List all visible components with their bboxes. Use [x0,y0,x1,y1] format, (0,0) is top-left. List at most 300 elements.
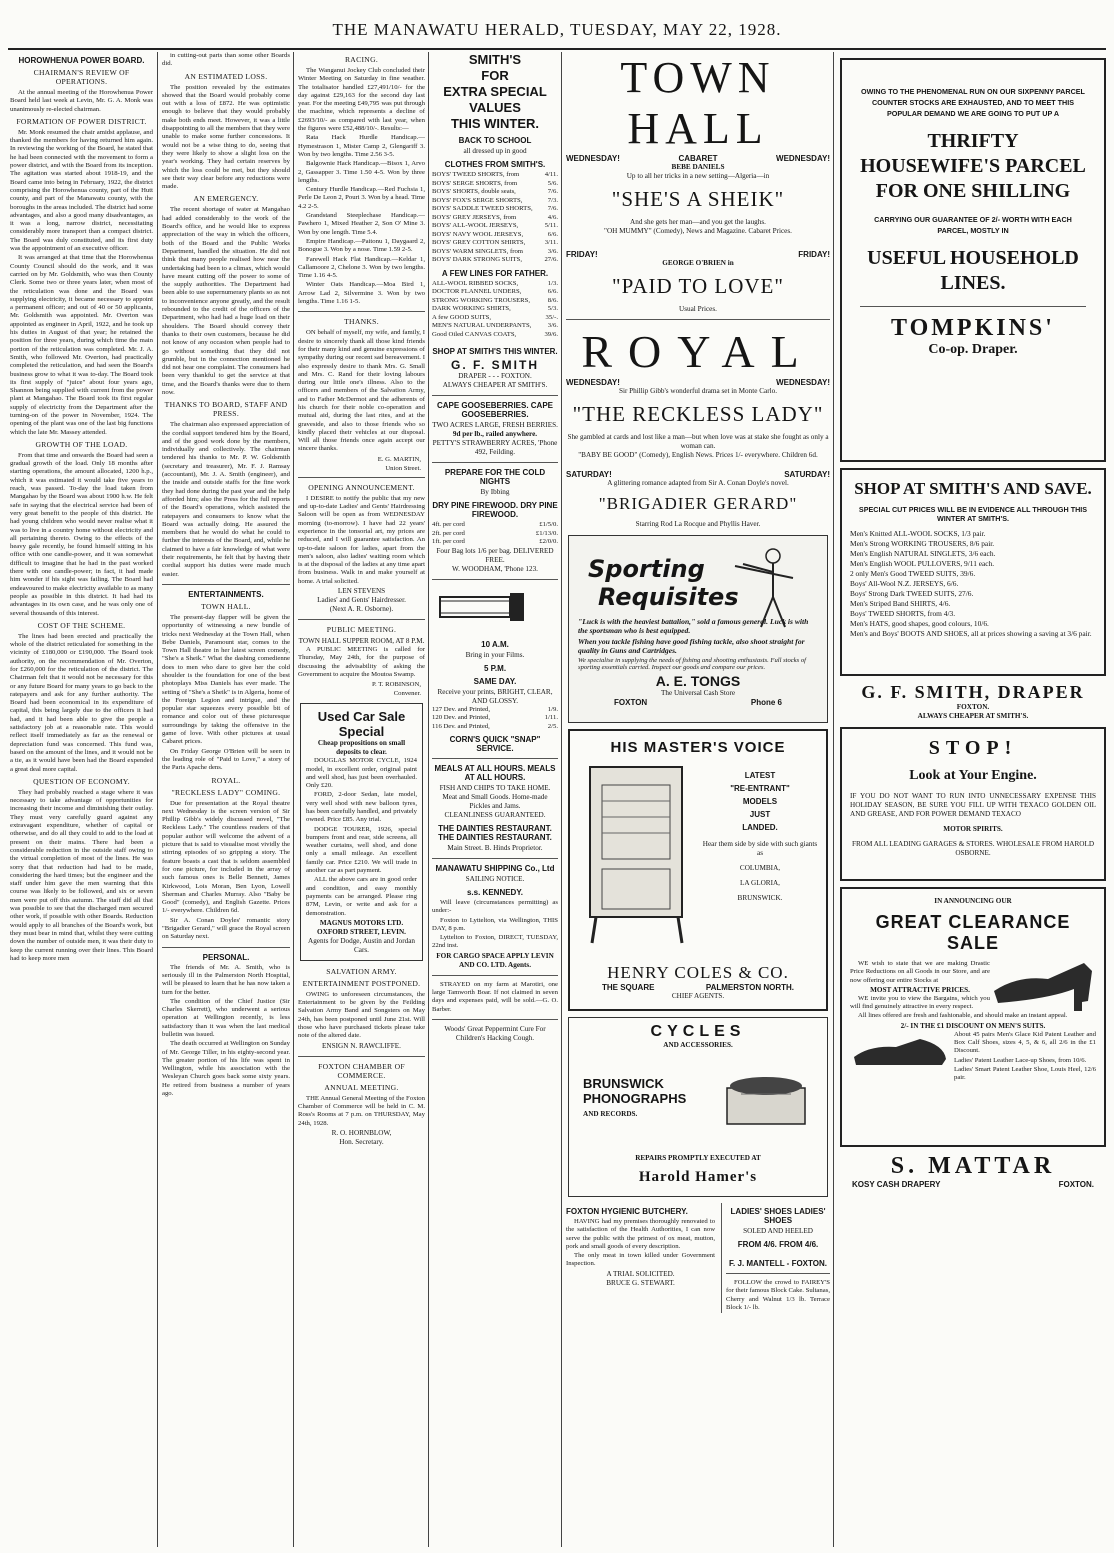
ad-text: 9d per lb., railed anywhere. [452,430,538,438]
item-price: 7/6. [547,188,558,195]
day-label: WEDNESDAY! [566,378,620,387]
ad-text: PETTY'S STRAWBERRY ACRES, 'Phone 492, Feilding. [432,439,558,456]
column-3 [298,52,425,1549]
ad-address [578,983,818,992]
day-label: FRIDAY! [798,250,830,259]
column-6 [838,52,1108,1549]
ad-text: The Universal Cash Store [660,689,736,697]
day-row [566,250,830,259]
item-name: BOYS' TWEED SHORTS, from [432,171,520,178]
ad-text: PALMERSTON NORTH. [705,983,794,992]
article-paragraph: They had probably reached a stage where it was necessary to take advantage of opportunities for increasing their income and diminishing their outlay. They must very carefully guard against any extravagant expenditure, whether of capital or otherwise, and do all they could to add to the load at present on their mains. There had been a considerable reduction in the outside staff owing to the virtual completion of most of the lines. He was sorry that that reduction had had to be made, considering the hard times; but the engineer and the staff under him gave the men warning that this course was likely to be followed, and six or seven men were put off this autumn. The staff did all that was possible to see that the discharged men secured other work, if possible with other Boards. Reduction would apply to all branches of the Board's work, but they must bear in mind that, whilst they were cutting down the number of outside men, it was their duty to keep the current running over their lines. This Board had to keep more men [10,788,153,962]
item-name: BOYS' GREY JERSEYS, from [432,213,517,221]
item-price: 4/11. [544,171,558,178]
item-price: 8/6. [547,296,558,304]
ad-company: G. F. SMITH, DRAPER [861,682,1085,702]
item-price: 7/3. [547,196,558,204]
used-car-ad [300,703,423,961]
film-blurb: "BABY BE GOOD" (Comedy), English News. Prices 1/- everywhere. Children 6d. [578,451,818,459]
ad-heading: GREAT CLEARANCE SALE [875,912,1071,953]
ad-text: DODGE TOURER, 1926, special bumpers front and rear, side screens, all weather curtains, well shod, and done only a small mileage. An excellent family car. Price £210. We will trade in another car as part payment. [306,825,417,875]
ad-text: IN ANNOUNCING OUR [934,897,1012,905]
hmv-text-block [700,767,820,903]
divider [432,395,558,396]
ad-text: When you tackle fishing have good fishing tackle, also shoot straight for quality in Guns and Cartridges. [578,637,805,655]
ad-text: By Ibbing [480,488,510,496]
divider [432,858,558,859]
ad-heading: A FEW LINES FOR FATHER. [441,268,549,278]
ad-text: KOSY CASH DRAPERY [852,1180,941,1189]
day-label: WEDNESDAY! [776,378,830,387]
masthead-title: THE MANAWATU HERALD, TUESDAY, MAY 22, 1928. [332,20,782,39]
mens-shoe-icon [850,1031,950,1071]
ad-heading: CAPE GOOSEBERRIES. CAPE GOOSEBERRIES. [436,401,554,419]
ad-text: W. WOODHAM, 'Phone 123. [452,564,538,573]
price-row [432,530,558,539]
smiths-save-ad [840,468,1106,676]
ad-text: FOLLOW the crowd to FAIREY'S for their famous Block Cake. Sultanas, Cherry and Walnut 1/3 lb. Terrace Block 1/- lb. [726,1279,830,1311]
item-price: 1/3. [547,279,558,287]
item-price: 1/9. [547,705,558,713]
notice-heading: ENTERTAINMENT POSTPONED. [302,978,421,988]
article-subheading: TOWN HALL. [201,601,251,611]
list-item: Men's Strong WORKING TROUSERS, 8/6 pair. [850,539,995,548]
article-paragraph: in cutting-out parts than some other Boards did. [162,52,290,68]
ad-title: HIS MASTER'S VOICE [610,739,786,756]
race-result: Farewell Hack Flat Handicap.—Keldar 1, Callamoore 2, Chelone 3. Won by two lengths. Time 1.16 4-5. [298,255,425,280]
ad-text: Four Bag lots 1/6 per bag. DELIVERED FREE. [436,546,554,564]
divider [566,319,830,320]
clearance-sale-ad [840,887,1106,1147]
price-list [432,521,558,547]
divider [298,477,425,478]
price-list [432,280,558,340]
ad-company: Harold Hamer's [638,1169,758,1185]
film-blurb: A glittering romance adapted from Sir A. Conan Doyle's novel. [607,479,789,487]
article-paragraph: From that time and onwards the Board had seen a gradual growth of the load. Only 18 months after starting operations, the amount allocated, 1200 h.p., which it was estimated it would take five years to reach, was passed. To-day the load taken from Mangahao by the Board was about 1900 h.w. He felt safe in saying that the electrical service had been of very great benefit to the people of this district. He had young children who would never realise what it was to live in a country home without electricity and all pertaining thereto. Owing to the effects of the heavy gale recently, he found himself sitting in his office with one candle-power, and it was somewhat difficult to imagine that he had in the past worked there with one candle-power; in fact, it had made him wonder if his sight was failing. The Board had endeavoured to make electricity available to as many people as possible in this district. It had had its advantages in its own case, and he was only one of several thousands of this interest. [10,451,153,617]
ad-heading: s.s. KENNEDY. [466,888,524,897]
price-row [432,280,558,289]
ad-company: MAGNUS MOTORS LTD. OXFORD STREET, LEVIN. [317,918,406,936]
town-hall-title: TOWN HALL [620,53,776,153]
article-paragraph: The Wanganui Jockey Club concluded their Winter Meeting on Saturday in fine weather. The totalisator handled £27,491/10/- for the day against £29,163 for the second day last year. For the meeting £49,795 was put through the machine, which represents a decline of £2693/10/- as compared with last year, when the figures were £52,488/10/-. Results:— [298,67,425,133]
ad-heading: LADIES' SHOES LADIES' SHOES [730,1207,826,1225]
ad-text: ALWAYS CHEAPER AT SMITH'S. [917,712,1029,720]
article-paragraph: The present-day flapper will be given the opportunity of witnessing a new bundle of tricks next Wednesday at the Town Hall, when Bebe Daniels, Paramount star, comes to the Town Hall theatre in her latest screen comedy, "She's a Sheik." What the dashing comedienne does to men who dare to give her the cold shoulder is the foundation for one of the best photoplays Miss Daniels has ever made. The setting of "She's a Sheik" is in Algeria, home of the Foreign Legion and intrigue, and the popular star squeezes every possible bit of romance and color out of these picturesque surroundings by taking the offensive in the game of love. With other pictures at usual Cabaret prices. [162,613,290,746]
tompkins-ad [840,58,1106,462]
notice-venue: TOWN HALL SUPPER ROOM, AT 8 P.M. [298,637,425,646]
ad-text: WE wish to state that we are making Drastic Price Reductions on all Goods in our Store, and are now offering our entire Stocks at [850,960,990,984]
sporting-title: Sporting [588,555,705,583]
ad-heading: SAME DAY. [473,676,517,686]
ad-title: Special [338,724,385,740]
smith-ad-title [432,52,558,132]
article-paragraph: The lines had been erected and practically the whole of the district reticulated for something in the vicinity of £180,000 or £190,000. The Board took authority, on the recommendation of Mr. Overton, for £260,000 for the reticulation of the district. The Chairman felt that it would not be necessary for this or any future Board for many years to go back to the ratepayers and ask for any further authority. The Board had been economical in its expenditure of capital, this being largely due to the officers it had had, and it had been able to give the people a satisfactory job at a reasonable rate. This would reflect itself immediately as far as the renewal or depreciation fund was concerned. This fund was, based on the amount of the lines, and it would not be a tie, as it would have been had the Board expended a great deal more capital. [10,632,153,773]
ad-heading: MODELS [742,797,778,806]
ad-text: FOXTON. [1058,1180,1094,1189]
film-title: "SHE'S A SHEIK" [611,187,785,211]
article-subheading: QUESTION OF ECONOMY. [33,776,130,786]
column-2 [162,52,290,1549]
section-heading: PERSONAL. [202,952,250,962]
price-row [432,256,558,265]
race-result: Grandstand Steeplechase Handicap.—Pawhero 1, Mixed Heather 2, Son O' Mine 3. Won by one length. Time 5.4. [298,212,425,236]
sporting-title: Requisites [598,583,739,611]
item-name: BOYS' SADDLE TWEED SHORTS, [432,205,533,212]
cycles-ad [568,1017,828,1197]
column-divider [157,52,158,1547]
article-paragraph: Sir A. Conan Doyles' romantic story "Brigadier Gerard," will grace the Royal screen on Saturday next. [162,916,290,941]
article-subheading: GROWTH OF THE LOAD. [35,439,128,449]
ad-text: REPAIRS PROMPTLY EXECUTED AT [635,1154,761,1162]
ad-text: BRUCE G. STEWART. [606,1278,675,1287]
ad-text: "Luck is with the heaviest battalion," sold a famous general. Luck is with the sportsman who is best equipped. [578,617,809,635]
film-title: "BRIGADIER GERARD" [598,494,798,513]
ad-company: TOMPKINS' [891,315,1055,341]
race-result: Century Hurdle Handicap.—Red Fuchsia 1, Perle De Leon 2, Pouri 3. Won by a head. Time 4.2 2-5. [298,186,425,210]
ad-text: Hear them side by side with such giants as [702,840,818,857]
star-name: GEORGE O'BRIEN in [662,259,734,267]
shoe-offers [850,1031,1096,1084]
item-price: 4/6. [547,213,558,221]
article-heading: HOROWHENUA POWER BOARD. [18,56,145,65]
film-blurb: Up to all her tricks in a new setting—Algeria—in [626,172,770,180]
ad-text: AND RECORDS. [583,1110,638,1118]
ad-heading: BACK TO SCHOOL [458,136,532,145]
ad-text: 2/- IN THE £1 DISCOUNT ON MEN'S SUITS. [900,1021,1046,1030]
sporting-requisites-ad [568,535,828,723]
film-title: "PAID TO LOVE" [612,274,784,298]
list-item: Men's English NATURAL SINGLETS, 3/6 each. [850,549,996,558]
divider [432,579,558,580]
signature-title: Convener. [393,690,421,698]
price-row [432,180,558,189]
ad-company: G. F. SMITH [451,358,539,372]
smith-title-line: FOR [481,68,509,83]
masthead [0,20,1114,50]
signature: R. O. HORNBLOW, [331,1128,392,1137]
phonograph-icon [721,1064,811,1128]
item-name: BOYS' ALL-WOOL JERSEYS, [432,222,519,229]
item-name: STRONG WORKING TROUSERS, [432,296,531,304]
notice-heading: OPENING ANNOUNCEMENT. [308,482,415,492]
item-name: A few GOOD SUITS, [432,313,492,321]
ad-heading: MANAWATU SHIPPING Co., Ltd [435,864,555,873]
price-row [432,297,558,306]
article-paragraph: The recent shortage of water at Mangahao had added considerably to the work of the Board's office, and he would like to express appreciation of the way in which the officers, both of the Board and the Public Works Department, handled the situation. He did not think that many people realised how near the undertaking had been to a climax, which would have meant cutting off the power to some of the supply authorities. The Department had been able to use supernumerary plants so as not to inconvenience anyone greatly, and the result rebounded to the credit of the officers of the Department, who had had a huge load on their shoulders. The Board should convey their thanks to their own customers, because he did not know of any occasion when people had to go without something that they did not grumble, but in the connection mentioned he did not hear one complaint. The consumers had been very thankful to get the service at that time, and the Board's thanks were due to them now. [162,206,290,396]
ad-title: CYCLES [650,1023,746,1040]
item-price: 3/11. [544,239,558,246]
ad-heading: JUST [749,810,771,819]
item-price: £2/0/0. [539,538,558,545]
item-name: 4ft. per cord [432,521,465,528]
ad-text: FOXTON [614,698,648,707]
column-divider [293,52,294,1547]
ad-heading: THRIFTY HOUSEWIFE'S PARCEL FOR ONE SHILLING [860,130,1086,202]
price-row [432,248,558,257]
article-paragraph: At the annual meeting of the Horowhenua Power Board held last week at Levin, Mr. G. A. Monk was unanimously re-elected chairman. [10,89,153,113]
ad-heading: FOXTON HYGIENIC BUTCHERY. [566,1207,688,1216]
price-row [432,231,558,240]
price-row [432,322,558,331]
ad-text: LA GLORIA, [740,879,780,887]
ad-heading: PHONOGRAPHS [583,1091,687,1106]
ad-text: Phone 6 [750,698,782,707]
price-row [432,197,558,206]
ad-company: S. MATTAR [890,1153,1056,1179]
ad-text: Ladies' Smart Patent Leather Shoe, Louis Heel, 12/6 pair. [954,1065,1096,1082]
divider [432,1019,558,1020]
column-divider [428,52,429,1547]
hmv-footer [578,963,818,1001]
column-divider [833,52,834,1547]
list-item: 2 only Men's Good TWEED SUITS, 39/6. [850,569,976,578]
ad-heading: "RE-ENTRANT" [730,784,790,793]
ad-text: all dressed up in good [463,147,527,155]
ad-text: Lyttelton to Foxton, DIRECT, TUESDAY, 22nd inst. [432,934,558,950]
film-blurb: She gambled at cards and lost like a man—but when love was at stake she fought as only a woman can. [567,433,829,450]
item-name: BOYS' FOX'S SERGE SHORTS, [432,196,523,204]
ad-text: About 45 pairs Men's Glace Kid Patent Leather and Box Calf Shoes, sizes 4, 5, & 6, all 2/6 in the £1 Discount. [954,1030,1096,1055]
notice-text: OWING to unforeseen circumstances, the Entertainment to be given by the Feilding Salvation Army Band and Songsters on May 24th, has been postponed until June 21st. Will those who have purchased tickets please take note of the altered date. [298,990,425,1040]
ad-heading: DRY PINE FIREWOOD. DRY PINE FIREWOOD. [432,501,558,519]
ad-text: CHIEF AGENTS. [671,992,725,1000]
ad-heading: Look at Your Engine. [909,768,1037,783]
price-row [432,314,558,323]
smith-title-line: SMITH'S [468,52,522,67]
signature: LEN STEVENS [337,587,386,596]
ad-text: FOR CARGO SPACE APPLY LEVIN AND CO. LTD. Agents. [436,951,554,969]
article-subheading: COST OF THE SCHEME. [37,620,126,630]
column-4 [432,52,558,1549]
item-name: MEN'S NATURAL UNDERPANTS, [432,322,532,329]
notice-text: ON behalf of myself, my wife, and family, I desire to sincerely thank all those kind friends for their many kind and genuine expressions of sympathy during our recent sad bereavement. I also expressly desire to thank Mrs. G. Small and Mrs. C. Rand for their loving labours during our little one's illness. Also to the officers and members of the Salvation Army, and to Father McDermot and the adherents of his church for their noble co-operation and mutual aid, during the last rites, and at the graveside, and also to those friends who so kindly placed their vehicles at our disposal. Will all those friends once again accept our sincere thanks. [298,329,425,453]
article-paragraph: The position revealed by the estimates showed that the Board would probably come out with a loss of £872. He was optimistic enough to believe that they would probably make both ends meet. However, it was a little disappointing to all the members that they were unable to make some further concessions. It would not be a wise thing to do, seeing that they were likely to show a slight loss on the year's working. They had certain reserves by which the loss could be met, but they should see their way clear before any reductions were made. [162,83,290,191]
price-row [432,205,558,214]
article-subheading: THANKS TO BOARD, STAFF AND PRESS. [164,400,288,419]
ad-heading: SHOP AT SMITH'S AND SAVE. [854,479,1092,498]
ad-heading: LATEST [744,771,776,780]
article-subheading: CHAIRMAN'S REVIEW OF OPERATIONS. [33,68,130,86]
item-name: BOYS' GREY COTTON SHIRTS, [432,239,526,246]
list-item: Men's HATS, good shapes, good colours, 10/6. [850,619,989,628]
day-label: SATURDAY! [784,470,830,479]
smith-title-line: VALUES [469,100,521,115]
notice-text: I DESIRE to notify the public that my new and up-to-date Ladies' and Gents' Hairdressing Saloon will be open as from WEDNESDAY morning (to-morrow). I have had 22 years' experience in the tonsorial art, my prices are reduced, and I will guarantee satisfaction. An up-to-date saloon for ladies, apart from the men's saloon, also ladies' waiting room which is at the disposal of the ladies at any time apart from business. Walk in and make yourself at home. A trial solicited. [298,494,425,585]
divider [298,619,425,620]
ad-heading: CORN'S QUICK "SNAP" SERVICE. [449,735,541,753]
signature-title: Ladies' and Gents' Hairdresser. [317,596,406,605]
ad-heading: MEALS AT ALL HOURS. MEALS AT ALL HOURS. [434,764,556,782]
ad-text: ALL the above cars are in good order and condition, and easy monthly payments can be arranged. Please ring 87M, Levin, or write and ask for a demonstration. [306,876,417,917]
ad-text: WE invite you to view the Bargains, which you will find genuinely attractive in every respect. [850,994,990,1011]
race-result: Balgownie Hack Handicap.—Bisox 1, Arvo 2, Gassapper 3. Time 1.50 4-5. Won by three lengths. [298,160,425,184]
day-row [566,378,830,387]
ad-text: FISH AND CHIPS TO TAKE HOME. [439,784,551,792]
repairs-block [577,1154,819,1186]
price-list [432,706,558,732]
divider [726,1273,830,1274]
ad-heading: 10 A.M. [481,639,509,649]
ad-heading: USEFUL HOUSEHOLD LINES. [867,247,1079,294]
ad-text: Receive your prints, BRIGHT, CLEAR, AND GLOSSY. [437,687,553,705]
item-price: 35/-. [545,313,558,321]
texaco-ad [840,727,1106,881]
day-label: CABARET [678,154,718,163]
item-name: 2ft. per cord [432,529,465,537]
ad-text: All lines offered are fresh and fashionable, and should make an instant appeal. [858,1012,1068,1020]
smith-title-line: EXTRA SPECIAL [443,84,547,99]
ad-heading: PREPARE FOR THE COLD NIGHTS [444,468,546,486]
signature-address: (Next A. R. Osborne). [329,605,394,614]
ad-text: TWO ACRES LARGE, FRESH BERRIES. [432,421,558,429]
ad-text: Bring in your Films. [465,650,525,659]
ad-company: F. J. MANTELL - FOXTON. [729,1259,827,1268]
ad-text: We specialise in supplying the needs of fishing and shooting enthusiasts. Full stocks of sporting essentials carried. Inspect our goods and compare our prices. [578,657,806,671]
price-row [432,706,558,715]
item-price: 3/6. [547,247,558,255]
item-price: 5/3. [547,305,558,312]
price-row [432,214,558,223]
butchery-ad [566,1203,715,1313]
price-row [432,331,558,340]
signature: P. T. ROBINSON, [372,681,421,689]
item-price: 2/5. [547,722,558,730]
ad-text: COLUMBIA, [739,864,781,872]
ad-text: OWING TO THE PHENOMENAL RUN ON OUR SIXPENNY PARCEL COUNTER STOCKS ARE EXHAUSTED, AND TO MEET THIS POPULAR DEMAND WE ARE GOING TO PUT UP A [861,87,1085,118]
item-price: £1/13/0. [535,529,558,537]
film-title: "THE RECKLESS LADY" [572,402,824,426]
section-heading: ENTERTAINMENTS. [188,589,264,599]
signature-title: Hon. Secretary. [339,1137,384,1146]
item-price: 6/6. [547,288,558,295]
ad-text: Main Street. B. Hinds Proprietor. [447,844,543,852]
signature: E. G. MARTIN, [377,455,421,463]
article-paragraph: The condition of the Chief Justice (Sir Charles Skerrett), who underwent a serious operation at Wellington recently, is less satisfactory than it was when the last medical bulletin was issued. [162,997,290,1038]
price-row [432,171,558,180]
column-5 [566,52,830,1549]
ad-text: DOUGLAS MOTOR CYCLE, 1924 model, in excellent order, original paint and well shod, has just been overhauled. Only £20. [306,757,417,790]
article-paragraph: It was arranged at that time that the Horowhenua County Council should do the work, and it was carried on by Mr. Goldsmith, who was then County Clerk. Some two or three years later, when most of the reticulation was done and the Board was supplying electricity, it became necessary to appoint a permanent officer; and out of 40 or 50 applicants, Mr. Goldsmith was appointed. Mr. Overton was appointed as engineer in April, 1922, and he took up his duties in August of that year; he retained the position for three years, during which time the main portion of the reticulation was completed. Mr. J. A. Smith, who followed Mr. Overton, had practically completed the reticulation, and had seen the Board's business grow to what it was to-day. The Board took its first supply of "juice" about four years ago, Shannon being supplied with current from the power plant at Mangahao. The Board took its first regular supply of electricity from the Department after the turning-on of the power in November, 1924. The opening of the plant was one of the last big functions which the late Mr. Massey attended. [10,254,153,436]
item-name: DOCTOR FLANNEL UNDERS, [432,288,522,295]
ad-text: Agents for Dodge, Austin and Jordan Cars. [308,936,415,954]
ad-heading: LANDED. [742,823,778,832]
ad-heading: STOP! [928,737,1018,759]
price-row [432,538,558,547]
ad-company: A. E. TONGS [655,673,741,689]
item-name: 120 Dev. and Printed, [432,714,491,721]
phonograph-text [583,1076,686,1119]
item-name: 116 Dev. and Printed, [432,722,490,730]
ad-footer [838,1180,1108,1189]
signature: ENSIGN N. RAWCLIFFE. [322,1041,401,1050]
royal-title: ROYAL [581,326,815,377]
article-paragraph: The death occurred at Wellington on Sunday of Mr. George Tiller, in his eighty-second year. The greater portion of his life was spent in Wellington, while his association with the Wesleyan Church goes back some sixty years. He retired from business a number of years ago. [162,1040,290,1098]
ad-heading: THE DAINTIES RESTAURANT. THE DAINTIES RESTAURANT. [438,824,552,842]
notice-text: THE Annual General Meeting of the Foxton Chamber of Commerce will be held in C. M. Ross's Rooms at 7 p.m. on THURSDAY, May 24th, 1928. [298,1094,425,1127]
race-result: Empire Handicap.—Paitonu 1, Daygaard 2, Bonogue 3. Won by a nose. Time 1.59 2-5. [298,237,425,254]
item-price: 3/6. [547,322,558,329]
ad-text: THE SQUARE [602,983,655,992]
notice-heading: SALVATION ARMY. [326,966,397,976]
day-row [566,470,830,479]
ad-text: SAILING NOTICE. [465,875,525,883]
day-label: WEDNESDAY! [566,154,620,163]
article-paragraph: The chairman also expressed appreciation of the cordial support tendered him by the Board, and of the good work done by the members, individually and collectively. The chairman tendered his thanks to Mr. P. W. Goldsmith (secretary and treasurer), Mr. F. J. Ramsay (accountant), Mr. J. A. Smith (engineer), and the inside and outside staffs for the fine work they had done during the past year and the help afforded him; also the Press for the full reports of the Board's operations, which assisted the ratepayers and consumers to know what the Board was actually doing. He assured the members that he would do what he could to further the interests of the Board, and, while he claimed to have a fair knowledge of what were their requirements, he felt that by having their cordial support his duties were made much easier. [162,421,290,578]
list-item: Men's English WOOL PULLOVERS, 9/11 each. [850,559,995,568]
day-label: SATURDAY! [566,470,612,479]
ad-text: IF YOU DO NOT WANT TO RUN INTO UNNECESSARY EXPENSE THIS HOLIDAY SEASON, BE SURE YOU FILL UP WITH TEXACO GOLDEN OIL AND GREASE, AND FOR POWER DEMAND TEXACO [850,792,1096,818]
ad-text: BRUNSWICK. [737,894,783,902]
divider [298,1056,425,1057]
ad-heading: FROM 4/6. FROM 4/6. [737,1240,819,1249]
film-blurb: Sir Phillip Gibb's wonderful drama set in Monte Carlo. [618,387,777,395]
divider [162,584,290,585]
masthead-rule [8,48,1106,50]
column-1 [10,52,153,1549]
item-price: 5/11. [544,222,558,229]
star-name: BEBE DANIELS [671,163,725,171]
shoes-ad [721,1203,830,1313]
race-result: Rata Hack Hurdle Handicap.—Hymestrason 1, Mister Camp 2, Glengariff 3. Won by two lengths. Time 2.56 3-5. [298,134,425,158]
item-name: Good Oiled CANVAS COATS, [432,330,517,338]
article-paragraph: Mr. Monk resumed the chair amidst applause, and thanked the members for having returned him again. In reviewing the working of the Board, he stated that he had been connected with the movement to form a power district, and with the Board from its inception. The agitation was started about 1918-19, and the Board came into being in February, 1922, the district comprising the Horowhenua county, part of the Hutt county, and part of the Manawatu county, with the boroughs in the areas included. The district had some advantages, and also a good many disadvantages, as it was a long, narrow district, necessitating considerably more transport than a compact district. The Board was duly constituted, and its first duty was the appointment of an executive officer. [10,128,153,253]
ad-heading: 5 P.M. [483,663,507,673]
ad-text: DRAPER - - - FOXTON. [458,372,532,380]
ad-title: Used Car Sale [317,709,406,725]
price-row [432,714,558,723]
article-subheading: AN EMERGENCY. [193,194,259,204]
item-name: BOYS' NAVY WOOL JERSEYS, [432,230,524,238]
day-row [566,154,830,163]
list-item: Boys' Strong Dark TWEED SUITS, 27/6. [850,589,974,598]
film-roll-icon [432,585,552,631]
item-price: £1/5/0. [539,521,558,528]
notice-text: A PUBLIC MEETING is called for Thursday, May 24th, for the purpose of discussing the advisability of asking the Government to acquire the Moutoa Swamp. [298,646,425,678]
list-item: Men's and Boys' BOOTS AND SHOES, all at prices showing a saving at 3/6 pair. [850,629,1092,638]
ad-heading: SHOP AT SMITH'S THIS WINTER. [432,347,558,356]
article-subheading: AN ESTIMATED LOSS. [184,71,268,81]
ad-heading: BRUNSWICK [583,1076,664,1091]
item-price: 39/6. [544,330,558,338]
item-price: 27/6. [544,256,558,263]
article-paragraph: Due for presentation at the Royal theatre next Wednesday is the screen version of Sir Phillip Gibb's widely discussed novel, "The Reckless Lady." The countless readers of that popular author will welcome the advent of a picture that is said to visualise most vividly the stirring episodes of so gripping a story. The feature boasts a cast that is seldom assembled for one picture, for included in the array of such famous ones is Belle Bennett, James Kirkwood, Lois Moran, Ben Lyon, Lowell Sherman and Charles Murray. Also "Baby be Good" (comedy), and English Gazette. Prices 1/- everywhere. Children 6d. [162,799,290,915]
divider [162,947,290,948]
article-paragraph: The friends of Mr. A. Smith, who is seriously ill in the Palmerston North Hospital, will be pleased to learn that he has now taken a turn for the better. [162,963,290,996]
price-row [432,188,558,197]
article-paragraph: On Friday George O'Brien will be seen in the leading role of "Paid to Love," a story of the Paris Apache dens. [162,747,290,772]
ad-text: The only meat in town killed under Government Inspection. [566,1252,716,1268]
price-row [432,222,558,231]
ad-text: ALWAYS CHEAPER AT SMITH'S. [442,381,548,389]
price-row [432,723,558,732]
film-blurb: And she gets her man—and you get the laughs. [630,218,766,226]
ad-text: FOXTON. [956,703,990,711]
item-price: 6/6. [547,230,558,238]
article-subheading: "RECKLESS LADY" COMING. [171,787,281,797]
gramophone-cabinet-icon [582,761,692,947]
ad-text: SOLED AND HEELED [743,1227,813,1235]
ad-text: CARRYING OUR GUARANTEE OF 2/- WORTH WITH EACH PARCEL, MOSTLY IN [874,215,1072,235]
smith-title-line: THIS WINTER. [450,116,540,131]
article-subheading: FORMATION OF POWER DISTRICT. [16,116,147,126]
divider [860,306,1086,307]
ad-heading: CLOTHES FROM SMITH'S. [444,160,546,169]
ladies-shoe-icon [988,941,1098,1023]
item-name: 1ft. per cord [432,538,465,545]
day-label: FRIDAY! [566,250,598,259]
ad-text: MOTOR SPIRITS. [943,825,1003,833]
